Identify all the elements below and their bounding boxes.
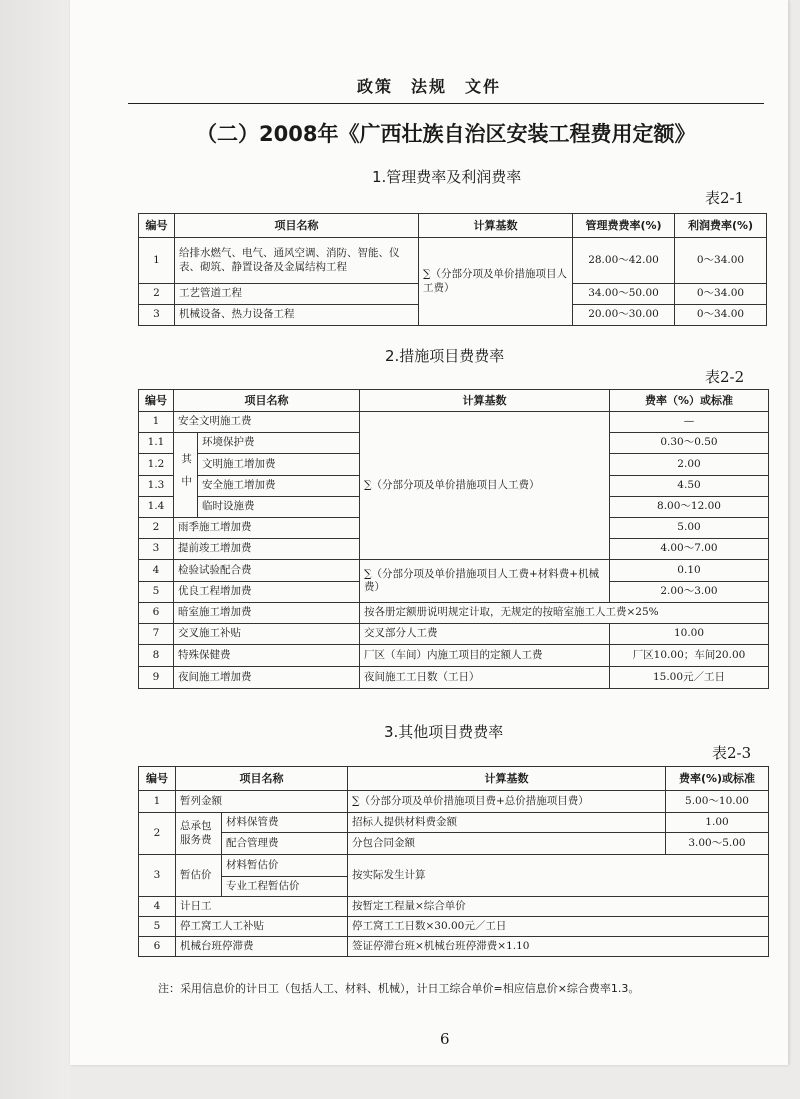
table-row [139,833,769,855]
row-no: 1.4 [139,497,174,518]
table-2-2 [138,389,769,689]
table-row [139,855,769,877]
row-name: 雨季施工增加费 [174,518,360,539]
row-name: 暂列金额 [176,791,348,813]
row-name: 特殊保健费 [174,645,360,667]
section2-table-label: 表2-2 [705,368,745,386]
row-rate: 3.00～5.00 [666,833,769,855]
row-no: 8 [139,645,174,667]
row-basis: 停工窝工工日数×30.00元／工日 [348,917,769,937]
row-rate: 5.00 [610,518,769,539]
row-basis: ∑（分部分项及单价措施项目人工费） [419,238,573,326]
col-header-no: 编号 [139,214,175,238]
row-name: 机械台班停滞费 [176,937,348,957]
row-rate: 0.10 [610,560,769,582]
row-name: 暗室施工增加费 [174,603,360,624]
row-no: 7 [139,624,174,645]
row-no: 3 [139,539,174,560]
row-mgmt-rate: 20.00～30.00 [573,305,675,326]
row-no: 2 [139,813,176,855]
row-profit-rate: 0～34.00 [675,238,767,284]
row-rate: 0.30～0.50 [610,433,769,454]
col-header-name: 项目名称 [176,767,348,791]
footnote: 注：采用信息价的计日工（包括人工、材料、机械），计日工综合单价=相应信息价×综合费率1.3。 [158,982,640,995]
section1-title: 1.管理费率及利润费率 [372,168,522,186]
table-2-1 [138,213,767,326]
row-rate: 10.00 [610,624,769,645]
row-name: 工艺管道工程 [175,284,419,305]
row-name: 文明施工增加费 [198,454,360,476]
table-row [139,813,769,833]
col-header-no: 编号 [139,767,176,791]
row-mgmt-rate: 34.00～50.00 [573,284,675,305]
row-basis: 交叉部分人工费 [360,624,610,645]
row-no: 3 [139,305,175,326]
row-name: 检验试验配合费 [174,560,360,582]
header-rule [128,103,764,104]
row-subname: 配合管理费 [222,833,348,855]
row-rate: — [610,412,769,433]
row-basis: 按实际发生计算 [348,855,769,897]
row-name: 安全施工增加费 [198,476,360,497]
col-header-name: 项目名称 [174,390,360,412]
row-no: 9 [139,667,174,689]
col-header-name: 项目名称 [175,214,419,238]
row-profit-rate: 0～34.00 [675,305,767,326]
table-row [139,937,769,957]
row-basis: 按各册定额册说明规定计取，无规定的按暗室施工人工费×25% [360,603,769,624]
section3-title: 3.其他项目费费率 [384,723,504,741]
page-header: 政策 法规 文件 [356,77,501,96]
table-row [139,667,769,689]
row-basis: 夜间施工工日数（工日） [360,667,610,689]
row-basis: ∑（分部分项及单价措施项目费+总价措施项目费） [348,791,666,813]
table-row [139,560,769,582]
row-basis: 签证停滞台班×机械台班停滞费×1.10 [348,937,769,957]
row-group: 暂估价 [176,855,222,897]
row-name: 计日工 [176,897,348,917]
section2-title: 2.措施项目费费率 [385,347,505,365]
row-name: 机械设备、热力设备工程 [175,305,419,326]
row-subname: 专业工程暂估价 [222,877,348,897]
row-rate: 8.00～12.00 [610,497,769,518]
row-basis: 按暂定工程量×综合单价 [348,897,769,917]
row-rate: 15.00元／工日 [610,667,769,689]
row-no: 1.2 [139,454,174,476]
page-title: （二）2008年《广西壮族自治区安装工程费用定额》 [196,122,696,146]
row-name: 交叉施工补贴 [174,624,360,645]
col-header-basis: 计算基数 [419,214,573,238]
row-name: 环境保护费 [198,433,360,454]
page-number: 6 [440,1030,450,1048]
row-rate: 4.50 [610,476,769,497]
table-row [139,238,767,284]
col-header-basis: 计算基数 [360,390,610,412]
row-basis: 分包合同金额 [348,833,666,855]
page-edge-shadow [0,0,70,1099]
row-name: 停工窝工人工补贴 [176,917,348,937]
row-no: 4 [139,560,174,582]
table-row [139,412,769,433]
row-name: 提前竣工增加费 [174,539,360,560]
table-row [139,917,769,937]
row-basis: ∑（分部分项及单价措施项目人工费） [360,412,610,560]
row-basis: 厂区（车间）内施工项目的定额人工费 [360,645,610,667]
row-profit-rate: 0～34.00 [675,284,767,305]
row-rate: 4.00～7.00 [610,539,769,560]
section1-table-label: 表2-1 [705,189,745,207]
row-name: 给排水燃气、电气、通风空调、消防、智能、仪表、砌筑、静置设备及金属结构工程 [175,238,419,284]
row-no: 1 [139,412,174,433]
row-rate: 1.00 [666,813,769,833]
qizhong-label: 其中 [174,433,198,518]
row-no: 1.3 [139,476,174,497]
row-group: 总承包服务费 [176,813,222,855]
row-no: 1 [139,791,176,813]
row-rate: 2.00～3.00 [610,582,769,603]
row-no: 1.1 [139,433,174,454]
row-name: 安全文明施工费 [174,412,360,433]
row-rate: 厂区10.00；车间20.00 [610,645,769,667]
row-no: 5 [139,917,176,937]
table-row [139,645,769,667]
row-no: 2 [139,518,174,539]
col-header-no: 编号 [139,390,174,412]
row-no: 6 [139,937,176,957]
row-rate: 2.00 [610,454,769,476]
section3-table-label: 表2-3 [712,744,752,762]
col-header-rate: 费率（%）或标准 [610,390,769,412]
col-header-basis: 计算基数 [348,767,666,791]
row-rate: 5.00～10.00 [666,791,769,813]
row-no: 3 [139,855,176,897]
table-row [139,791,769,813]
row-basis: ∑（分部分项及单价措施项目人工费+材料费+机械费） [360,560,610,603]
col-header-mgmt-rate: 管理费费率(%) [573,214,675,238]
row-subname: 材料保管费 [222,813,348,833]
row-name: 临时设施费 [198,497,360,518]
table-2-3 [138,766,769,957]
row-no: 6 [139,603,174,624]
table-row [139,897,769,917]
row-no: 1 [139,238,175,284]
row-no: 5 [139,582,174,603]
row-subname: 材料暂估价 [222,855,348,877]
col-header-profit-rate: 利润费率(%) [675,214,767,238]
row-mgmt-rate: 28.00～42.00 [573,238,675,284]
row-name: 优良工程增加费 [174,582,360,603]
table-row [139,603,769,624]
row-basis: 招标人提供材料费金额 [348,813,666,833]
col-header-rate: 费率(%)或标准 [666,767,769,791]
row-name: 夜间施工增加费 [174,667,360,689]
row-no: 4 [139,897,176,917]
row-no: 2 [139,284,175,305]
table-row [139,624,769,645]
